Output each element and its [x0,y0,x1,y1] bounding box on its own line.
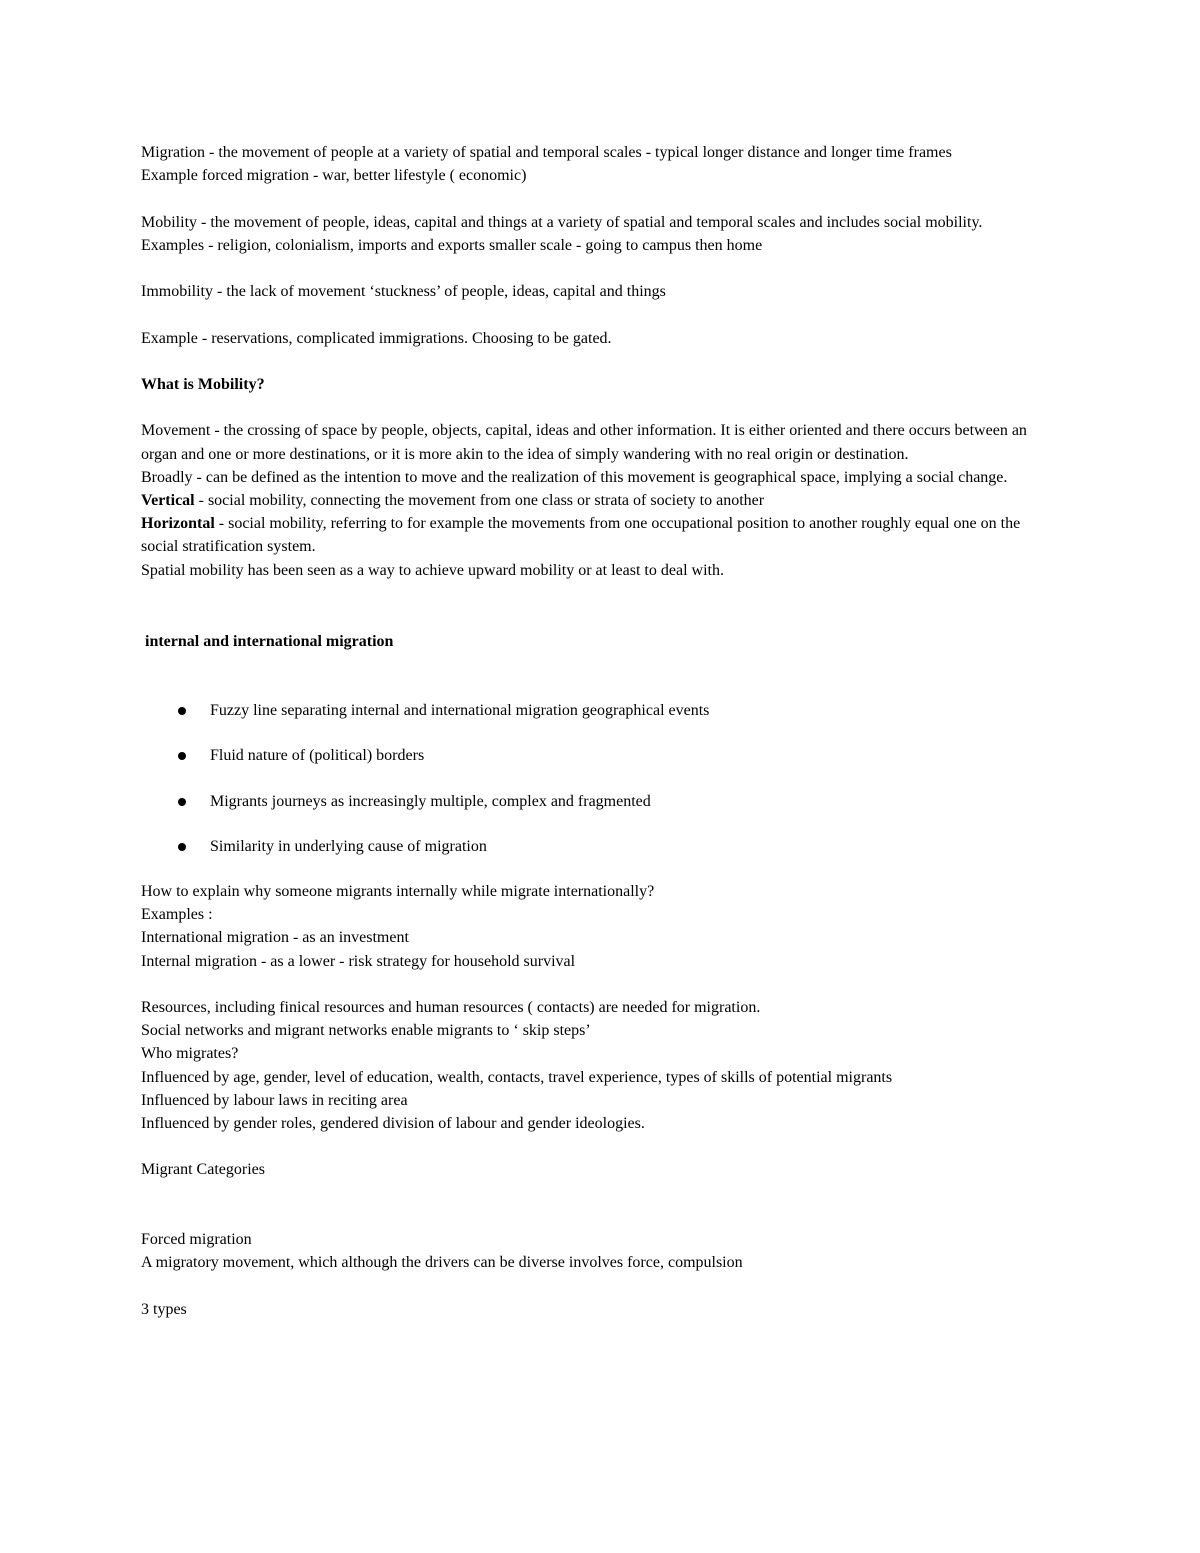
influenced-age-line: Influenced by age, gender, level of education, wealth, contacts, travel experience, types of skills of potential migrants [141,1068,893,1086]
forced-migration-definition: A migratory movement, which although the drivers can be diverse involves force, compulsion [141,1254,743,1272]
immobility-definition: Immobility - the lack of movement ‘stuckness’ of people, ideas, capital and things [141,283,666,301]
resources-line: Resources, including finical resources and human resources ( contacts) are needed for migration. [141,998,761,1016]
horizontal-term: Horizontal [141,515,215,533]
horizontal-paragraph [141,512,1061,558]
broadly-paragraph: Broadly - can be defined as the intention to move and the realization of this movement is geographical space, implying a social change. [141,468,1008,486]
list-item: Fluid nature of (political) borders [141,744,1061,767]
influenced-labour-line: Influenced by labour laws in reciting area [141,1091,408,1109]
mobility-definition: Mobility - the movement of people, ideas, capital and things at a variety of spatial and temporal scales and includes social mobility. [141,213,983,231]
list-item: Migrants journeys as increasingly multiple, complex and fragmented [141,790,1061,813]
international-migration-example: International migration - as an investment [141,929,409,947]
migration-definition: Migration - the movement of people at a variety of spatial and temporal scales - typical longer distance and longer time frames [141,144,952,161]
who-migrates-line: Who migrates? [141,1045,239,1063]
influenced-gender-line: Influenced by gender roles, gendered division of labour and gender ideologies. [141,1115,645,1132]
mobility-examples: Examples - religion, colonialism, imports and exports smaller scale - going to campus then home [141,236,763,254]
internal-international-heading: internal and international migration [145,632,394,650]
bullet-icon [178,798,186,806]
forced-migration-title: Forced migration [141,1230,252,1248]
vertical-term: Vertical [141,491,195,509]
vertical-text: - social mobility, connecting the movement from one class or strata of society to another [194,491,765,509]
networks-line: Social networks and migrant networks enable migrants to ‘ skip steps’ [141,1022,591,1040]
bullet-icon [178,707,186,715]
spatial-mobility-paragraph: Spatial mobility has been seen as a way to achieve upward mobility or at least to deal with. [141,561,724,579]
vertical-paragraph [141,489,1061,512]
immobility-example: Example - reservations, complicated immigrations. Choosing to be gated. [141,329,612,347]
internal-migration-example: Internal migration - as a lower - risk strategy for household survival [141,952,576,970]
movement-paragraph: Movement - the crossing of space by people, objects, capital, ideas and other information. It is either oriented and there occurs between an organ and one or more destinations, or it is more akin to the idea of simply wandering with no real origin or destination. [141,422,1027,463]
bullet-icon [178,843,186,851]
why-migrate-question: How to explain why someone migrants internally while migrate internationally? [141,882,655,900]
horizontal-text: - social mobility, referring to for example the movements from one occupational position to another roughly equal one on the social stratification system. [141,515,1021,556]
list-item: Fuzzy line separating internal and international migration geographical events [141,699,1061,722]
migration-bullet-list [141,699,1061,858]
migrant-categories-line: Migrant Categories [141,1161,265,1179]
list-item: Similarity in underlying cause of migration [141,835,1061,858]
three-types-line: 3 types [141,1300,187,1318]
what-is-mobility-heading: What is Mobility? [141,375,265,393]
document-page [141,141,1061,1321]
bullet-icon [178,752,186,760]
migration-example: Example forced migration - war, better lifestyle ( economic) [141,167,527,185]
examples-label: Examples : [141,906,213,924]
